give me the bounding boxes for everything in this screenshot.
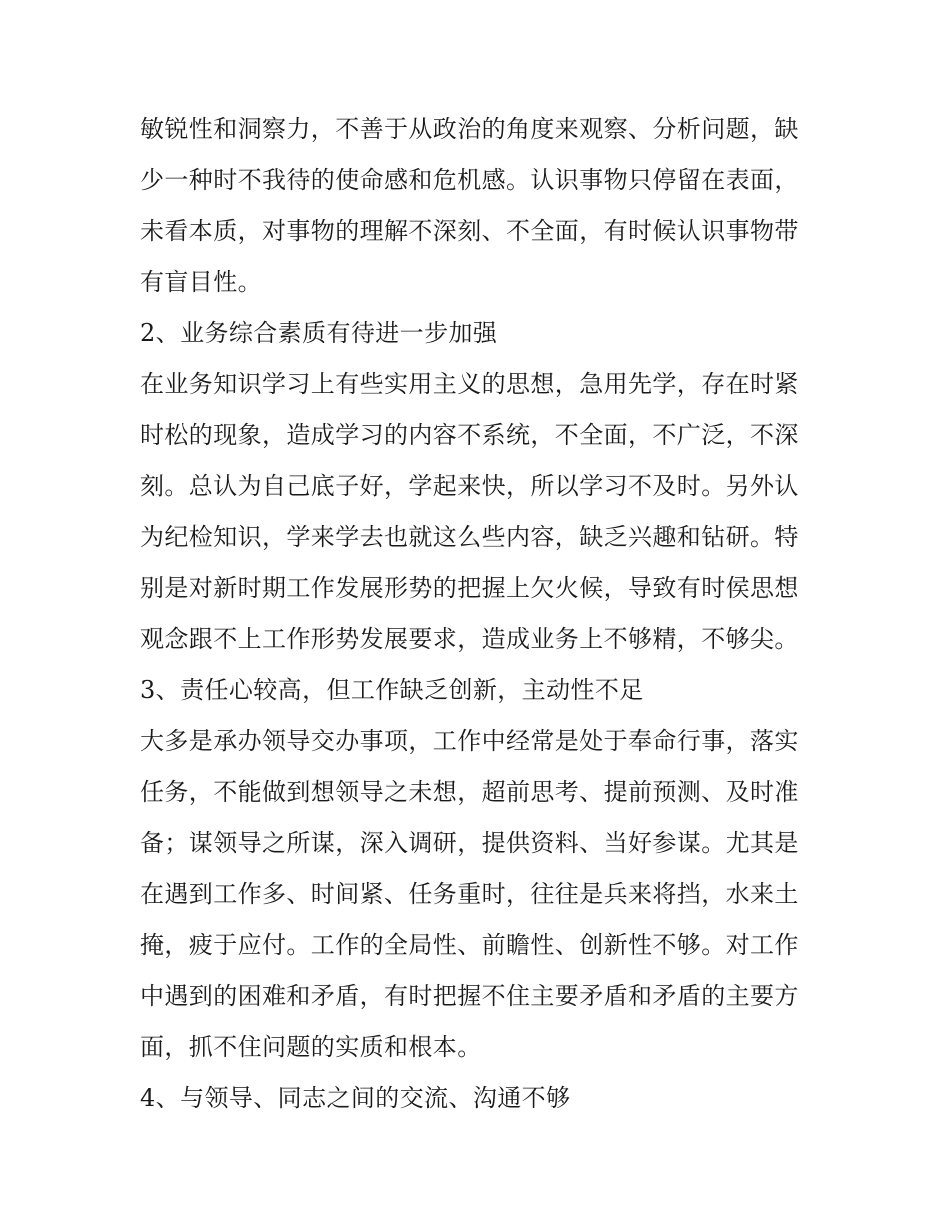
paragraph-line: 为纪检知识，学来学去也就这么些内容，缺乏兴趣和钻研。特 <box>140 523 799 551</box>
paragraph-line: 有盲目性。 <box>140 268 262 296</box>
paragraph-2 <box>140 359 812 665</box>
paragraph-line: 备；谋领导之所谋，深入调研，提供资料、当好参谋。尤其是 <box>140 829 799 857</box>
paragraph-3 <box>140 716 812 1073</box>
paragraph-line: 刻。总认为自己底子好，学起来快，所以学习不及时。另外认 <box>140 472 799 500</box>
paragraph-line: 敏锐性和洞察力，不善于从政治的角度来观察、分析问题，缺 <box>140 115 799 143</box>
section-heading-4: 4、与领导、同志之间的交流、沟通不够 <box>140 1084 571 1112</box>
paragraph-line: 在业务知识学习上有些实用主义的思想，急用先学，存在时紧 <box>140 370 799 398</box>
paragraph-line: 中遇到的困难和矛盾，有时把握不住主要矛盾和矛盾的主要方 <box>140 982 799 1010</box>
paragraph-line: 少一种时不我待的使命感和危机感。认识事物只停留在表面， <box>140 166 799 194</box>
paragraph-line: 掩，疲于应付。工作的全局性、前瞻性、创新性不够。对工作 <box>140 931 799 959</box>
paragraph-line: 时松的现象，造成学习的内容不系统，不全面，不广泛，不深 <box>140 421 799 449</box>
paragraph-line: 大多是承办领导交办事项，工作中经常是处于奉命行事，落实 <box>140 727 799 755</box>
paragraph-line: 面，抓不住问题的实质和根本。 <box>140 1033 482 1061</box>
section-heading-3: 3、责任心较高，但工作缺乏创新，主动性不足 <box>140 676 644 704</box>
paragraph-line: 观念跟不上工作形势发展要求，造成业务上不够精，不够尖。 <box>140 625 799 653</box>
paragraph-line: 任务，不能做到想领导之未想，超前思考、提前预测、及时准 <box>140 778 799 806</box>
section-heading-2: 2、业务综合素质有待进一步加强 <box>140 319 498 347</box>
document-body <box>140 104 812 1124</box>
paragraph-line: 未看本质，对事物的理解不深刻、不全面，有时候认识事物带 <box>140 217 799 245</box>
paragraph-line: 在遇到工作多、时间紧、任务重时，往往是兵来将挡，水来土 <box>140 880 799 908</box>
paragraph-line: 别是对新时期工作发展形势的把握上欠火候，导致有时侯思想 <box>140 574 799 602</box>
paragraph-1 <box>140 104 812 308</box>
